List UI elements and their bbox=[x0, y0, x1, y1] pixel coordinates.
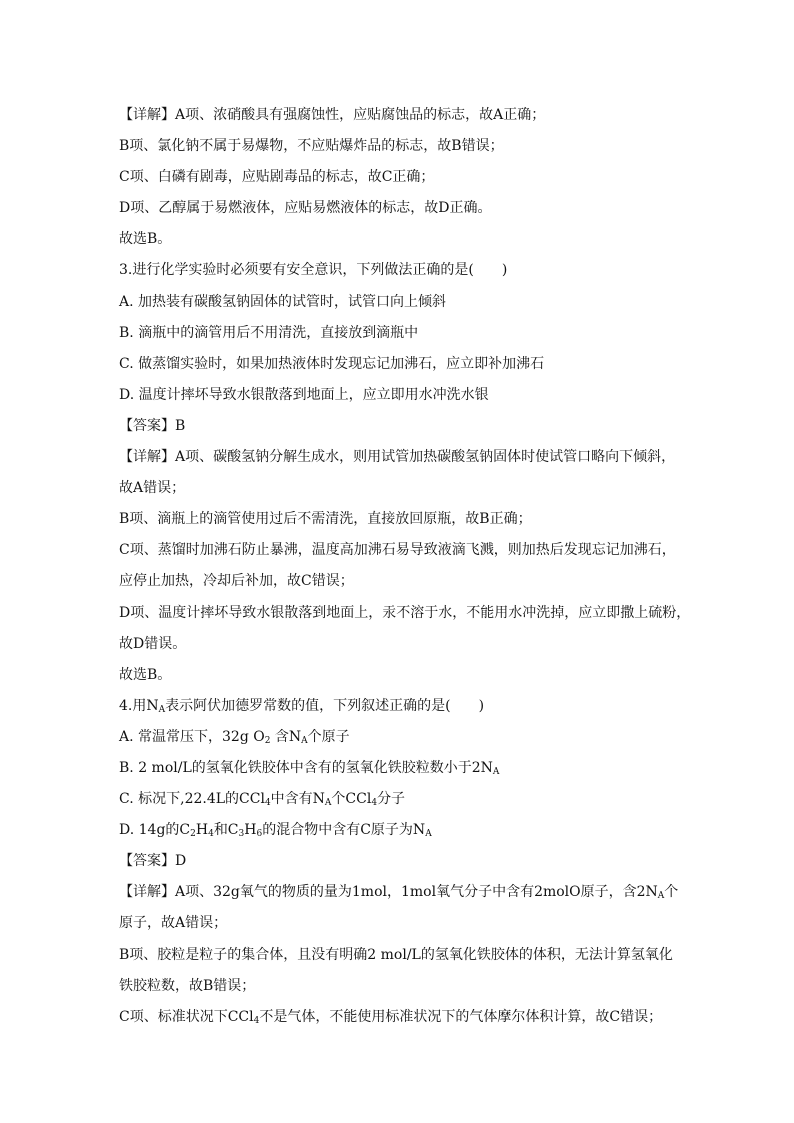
text-line: 铁胶粒数，故B错误； bbox=[119, 977, 256, 994]
text-line bbox=[119, 877, 679, 908]
subscript: A bbox=[657, 891, 665, 902]
text-run: 个CCl bbox=[331, 791, 372, 808]
text-line: C项、蒸馏时加沸石防止暴沸，温度高加沸石易导致液滴飞溅，则加热后发现忘记加沸石， bbox=[119, 542, 676, 559]
text-line: B项、滴瓶上的滴管使用过后不需清洗，直接放回原瓶，故B正确； bbox=[119, 511, 532, 528]
question-3-stem: 3.进行化学实验时必须要有安全意识，下列做法正确的是( ) bbox=[119, 262, 508, 279]
text-line: D项、温度计摔坏导致水银散落到地面上，汞不溶于水，不能用水冲洗掉，应立即撒上硫粉， bbox=[119, 604, 691, 621]
question-4-option-c bbox=[119, 784, 679, 815]
text-run: D. 14g的C bbox=[119, 822, 191, 839]
subscript: 4 bbox=[264, 798, 271, 809]
subscript: 6 bbox=[256, 829, 263, 840]
text-run: 个原子 bbox=[307, 728, 350, 745]
text-run: 中含有N bbox=[270, 791, 325, 808]
question-3-option-b: B. 滴瓶中的滴管用后不用清洗，直接放到滴瓶中 bbox=[119, 324, 419, 341]
text-run: 4.用N bbox=[119, 697, 159, 714]
text-run: C项、标准状况下CCl bbox=[119, 1008, 254, 1025]
text-line: B项、氯化钠不属于易爆物，不应贴爆炸品的标志，故B错误； bbox=[119, 138, 504, 155]
text-run: B. 2 mol/L的氢氧化铁胶体中含有的氢氧化铁胶粒数小于2N bbox=[119, 759, 493, 776]
question-3-option-a: A. 加热装有碳酸氢钠固体的试管时，试管口向上倾斜 bbox=[119, 293, 447, 310]
text-line: 应停止加热，冷却后补加，故C错误； bbox=[119, 573, 354, 590]
subscript: A bbox=[158, 704, 166, 715]
subscript: 2 bbox=[264, 735, 271, 746]
subscript: 4 bbox=[371, 798, 378, 809]
subscript: 3 bbox=[238, 829, 245, 840]
text-run: 和C bbox=[213, 822, 239, 839]
text-line: 【详解】A项、碳酸氢钠分解生成水，则用试管加热碳酸氢钠固体时使试管口略向下倾斜， bbox=[119, 449, 676, 466]
text-line: C项、白磷有剧毒，应贴剧毒品的标志，故C正确； bbox=[119, 169, 435, 186]
question-4-option-a bbox=[119, 722, 679, 753]
text-run: 个 bbox=[664, 884, 679, 901]
text-line: 【详解】A项、浓硝酸具有强腐蚀性，应贴腐蚀品的标志，故A正确； bbox=[119, 107, 546, 123]
text-line: 故选B。 bbox=[119, 666, 172, 683]
text-run: H bbox=[195, 822, 209, 839]
question-4-option-b bbox=[119, 753, 679, 784]
text-run: 含N bbox=[270, 728, 302, 745]
question-4-option-d bbox=[119, 815, 679, 846]
subscript: 2 bbox=[190, 829, 196, 840]
text-run: 的混合物中含有C原子为N bbox=[262, 822, 426, 839]
question-4-answer: 【答案】D bbox=[119, 853, 187, 870]
subscript: 4 bbox=[253, 1015, 260, 1026]
question-3-option-d: D. 温度计摔坏导致水银散落到地面上，应立即用水冲洗水银 bbox=[119, 386, 489, 403]
subscript: A bbox=[324, 798, 332, 809]
subscript: A bbox=[301, 735, 308, 746]
text-run: 【详解】A项、32g氧气的物质的量为1mol，1mol氧气分子中含有2molO原子，含2N bbox=[119, 884, 658, 901]
text-run: A. 常温常压下，32g O bbox=[119, 728, 265, 745]
text-run: 不是气体，不能使用标准状况下的气体摩尔体积计算，故C错误； bbox=[259, 1008, 663, 1025]
document-body bbox=[119, 100, 691, 1033]
text-line: D项、乙醇属于易燃液体，应贴易燃液体的标志，故D正确。 bbox=[119, 200, 492, 217]
text-line: 故D错误。 bbox=[119, 635, 187, 652]
text-line: 原子，故A错误； bbox=[119, 915, 228, 932]
text-line: 故选B。 bbox=[119, 231, 172, 248]
text-line bbox=[119, 1002, 679, 1033]
question-3-answer: 【答案】B bbox=[119, 417, 186, 434]
subscript: 4 bbox=[208, 829, 214, 840]
question-3-option-c: C. 做蒸馏实验时，如果加热液体时发现忘记加沸石，应立即补加沸石 bbox=[119, 355, 545, 372]
subscript: A bbox=[492, 766, 500, 777]
question-4-stem bbox=[119, 691, 679, 722]
text-run: H bbox=[244, 822, 257, 839]
subscript: A bbox=[425, 829, 432, 840]
text-line: 故A错误； bbox=[119, 480, 186, 497]
text-run: 分子 bbox=[377, 791, 406, 808]
text-run: 表示阿伏加德罗常数的值，下列叙述正确的是( ) bbox=[165, 697, 485, 714]
text-run: C. 标况下,22.4L的CCl bbox=[119, 791, 265, 808]
text-line: B项、胶粒是粒子的集合体，且没有明确2 mol/L的氢氧化铁胶体的体积，无法计算氢氧化 bbox=[119, 946, 673, 963]
